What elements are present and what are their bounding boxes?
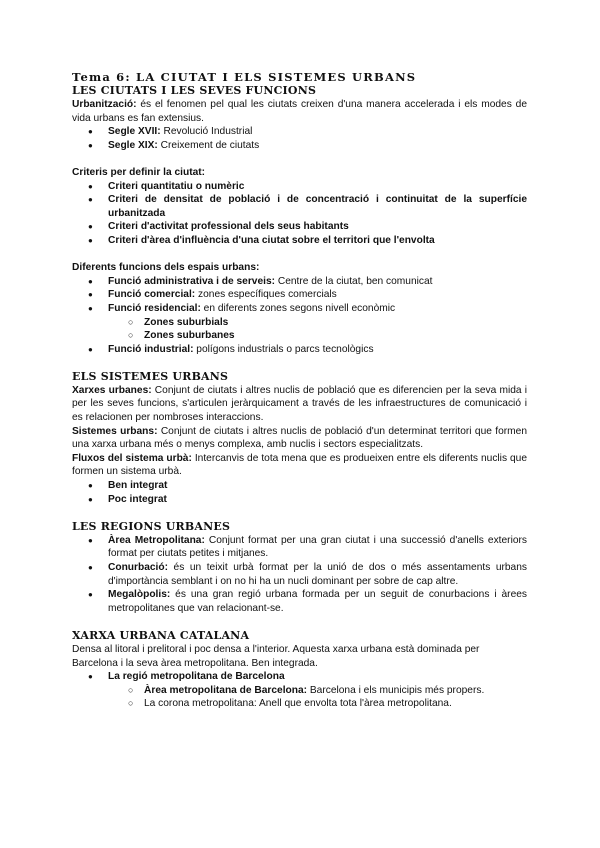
funcions-heading-text: Diferents funcions dels espais urbans: (72, 262, 260, 274)
list-item (72, 493, 527, 507)
sub-list-item-term: Zones suburbials (144, 316, 229, 328)
list-item-term: Segle XIX: (108, 139, 158, 151)
list-item-text: és un teixit urbà format per la unió de dos o més assentaments urbans d'importància semblant i on no hi ha un nucli dominant per sobre de cap altre. (108, 562, 527, 587)
sub-list-item-term: Zones suburbanes (144, 330, 235, 342)
list-funcions (72, 275, 527, 357)
list-item-term: Criteri de densitat de població i de concentració i continuitat de la superfície urbanitzada (108, 194, 527, 219)
list-item-term: Criteri d'àrea d'influència d'una ciutat sobre el territori que l'envolta (108, 234, 435, 246)
list-item (72, 234, 527, 248)
list-item (72, 275, 527, 289)
list-item (72, 193, 527, 220)
list-regions (72, 534, 527, 616)
list-item (72, 561, 527, 588)
sub-list-item-text: Barcelona i els municipis més propers. (307, 684, 485, 696)
sub-list-item (72, 684, 527, 698)
term-xarxes: Xarxes urbanes: (72, 384, 152, 396)
section-heading-catalana: XARXA URBANA CATALANA (72, 628, 250, 642)
list-item-text: zones específiques comercials (195, 289, 337, 301)
paragraph-urbanitzacio (72, 98, 527, 125)
list-item-term: Funció administrativa i de serveis: (108, 275, 276, 287)
list-item-text: Conjunt format per una gran ciutat i una successió d'anells exteriors format per ciutats petites i mitjanes. (108, 534, 527, 560)
list-item-term: Funció industrial: (108, 343, 194, 355)
list-item (72, 302, 527, 316)
list-item-text: Creixement de ciutats (157, 139, 260, 151)
criteris-heading-text: Criteris per definir la ciutat: (72, 166, 206, 178)
paragraph-xarxes (72, 384, 527, 425)
paragraph-fluxos (72, 452, 527, 479)
list-item (72, 670, 527, 684)
text-fluxos: Intercanvis de tota mena que es produeixen entre els diferents nuclis que formen un sistema urbà. (72, 452, 527, 478)
list-item-term: Àrea Metropolitana: (108, 534, 205, 546)
list-criteris (72, 180, 527, 248)
section-heading-regions: LES REGIONS URBANES (72, 519, 231, 533)
document-page (72, 70, 527, 711)
paragraph-sistemes (72, 425, 527, 452)
list-item (72, 288, 527, 302)
list-item-text: en diferents zones segons nivell econòmic (200, 302, 396, 314)
sub-list-item (72, 329, 527, 343)
list-item-text: polígons industrials o parcs tecnològics (193, 343, 374, 355)
list-item-text: Centre de la ciutat, ben comunicat (275, 275, 433, 287)
term-urbanitzacio: Urbanització: (72, 99, 137, 110)
sub-list-item-text: La corona metropolitana: Anell que envolta tota l'àrea metropolitana. (144, 698, 452, 710)
list-segles (72, 125, 527, 152)
funcions-heading (72, 261, 527, 275)
text-xarxes: Conjunt de ciutats i altres nuclis de població que es diferencien per la seva mida i per les seves funcions, s'articulen jeràrquicament a través de les infraestructures de comunicació i es relacionen per nombroses interaccions. (72, 384, 527, 424)
list-item-term: Ben integrat (108, 480, 168, 492)
list-item (72, 220, 527, 234)
list-item (72, 180, 527, 194)
list-item-term: La regió metropolitana de Barcelona (108, 671, 285, 683)
section-heading-ciutats: LES CIUTATS I LES SEVES FUNCIONS (72, 84, 317, 97)
list-item-text: Revolució Industrial (160, 126, 253, 138)
list-item (72, 588, 527, 615)
term-sistemes: Sistemes urbans: (72, 425, 158, 437)
list-integracio (72, 479, 527, 506)
list-item-term: Megalòpolis: (108, 589, 171, 601)
list-catalana (72, 670, 527, 711)
list-item (72, 343, 527, 357)
list-item (72, 125, 527, 139)
list-item (72, 534, 527, 561)
list-item-term: Criteri d'activitat professional dels seus habitants (108, 221, 349, 233)
criteris-heading (72, 166, 527, 180)
list-item (72, 479, 527, 493)
document-title: Tema 6: LA CIUTAT I ELS SISTEMES URBANS (72, 70, 417, 84)
list-item-text: és una gran regió urbana formada per un seguit de conurbacions i àrees metropolitanes que van relacionant-se. (108, 589, 527, 614)
paragraph-catalana: Densa al litoral i prelitoral i poc densa a l'interior. Aquesta xarxa urbana està dominada per Barcelona i la seva àrea metropolitana. Ben integrada. (72, 643, 480, 669)
list-item (72, 139, 527, 153)
list-item-term: Criteri quantitatiu o numèric (108, 180, 245, 192)
list-item-term: Funció comercial: (108, 289, 196, 301)
list-item-term: Conurbació: (108, 562, 168, 573)
list-item-term: Poc integrat (108, 493, 167, 505)
list-item-term: Segle XVII: (108, 126, 161, 138)
sub-list-item-term: Àrea metropolitana de Barcelona: (144, 684, 308, 696)
sub-list-item (72, 697, 527, 711)
text-sistemes: Conjunt de ciutats i altres nuclis de població d'un determinat territori que formen una xarxa urbana més o menys complexa, amb nuclis i sectors especialitzats. (72, 425, 527, 451)
text-urbanitzacio: és el fenomen pel qual les ciutats creixen d'una manera accelerada i els modes de vida urbans es fan extensius. (72, 99, 527, 124)
sub-list-item (72, 316, 527, 330)
list-item-term: Funció residencial: (108, 302, 201, 314)
section-heading-sistemes: ELS SISTEMES URBANS (72, 369, 229, 383)
term-fluxos: Fluxos del sistema urbà: (72, 452, 192, 464)
